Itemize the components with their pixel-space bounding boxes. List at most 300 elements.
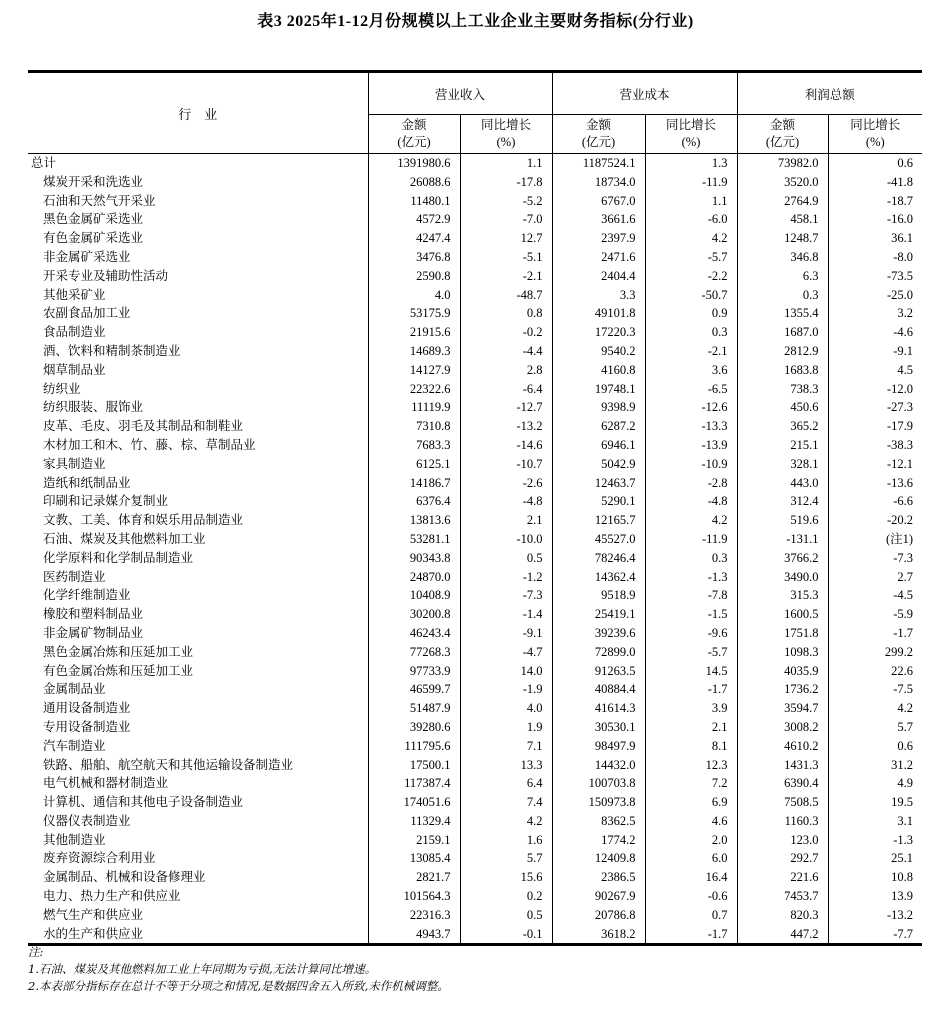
value-cell: 5290.1: [552, 492, 645, 511]
table-row: [28, 774, 922, 793]
value-cell: 447.2: [737, 925, 828, 945]
table-row: [28, 906, 922, 925]
value-cell: 11119.9: [368, 398, 460, 417]
value-cell: 3766.2: [737, 549, 828, 568]
value-cell: 4035.9: [737, 662, 828, 681]
value-cell: -4.8: [645, 492, 737, 511]
value-cell: -1.3: [828, 831, 922, 850]
value-cell: 46599.7: [368, 680, 460, 699]
value-cell: -9.6: [645, 624, 737, 643]
value-cell: 328.1: [737, 455, 828, 474]
value-cell: 3618.2: [552, 925, 645, 945]
value-cell: 5.7: [828, 718, 922, 737]
value-cell: 1.9: [460, 718, 552, 737]
value-cell: 98497.9: [552, 737, 645, 756]
table-row: [28, 831, 922, 850]
value-cell: -1.7: [828, 624, 922, 643]
subheader-line: 金额: [586, 118, 612, 132]
value-cell: -11.9: [645, 173, 737, 192]
value-cell: 1160.3: [737, 812, 828, 831]
value-cell: 3476.8: [368, 248, 460, 267]
subheader-line: (亿元): [397, 135, 431, 149]
industry-name-cell: 金属制品、机械和设备修理业: [28, 868, 368, 887]
value-cell: 49101.8: [552, 304, 645, 323]
value-cell: 6390.4: [737, 774, 828, 793]
value-cell: 12165.7: [552, 511, 645, 530]
value-cell: 4.0: [460, 699, 552, 718]
table-row: [28, 173, 922, 192]
value-cell: 3520.0: [737, 173, 828, 192]
value-cell: -2.1: [645, 342, 737, 361]
industry-name-cell: 电气机械和器材制造业: [28, 774, 368, 793]
value-cell: 2397.9: [552, 229, 645, 248]
table-row: [28, 925, 922, 945]
value-cell: -9.1: [828, 342, 922, 361]
value-cell: -0.6: [645, 887, 737, 906]
value-cell: 24870.0: [368, 568, 460, 587]
page-title: 表3 2025年1-12月份规模以上工业企业主要财务指标(分行业): [257, 13, 694, 30]
industry-name-cell: 电力、热力生产和供应业: [28, 887, 368, 906]
table-row: [28, 549, 922, 568]
value-cell: 90343.8: [368, 549, 460, 568]
industry-name-cell: 印刷和记录媒介复制业: [28, 492, 368, 511]
value-cell: 14432.0: [552, 756, 645, 775]
value-cell: 1.3: [645, 154, 737, 173]
value-cell: 1687.0: [737, 323, 828, 342]
value-cell: -4.4: [460, 342, 552, 361]
value-cell: -7.3: [460, 586, 552, 605]
value-cell: -7.3: [828, 549, 922, 568]
value-cell: -13.6: [828, 474, 922, 493]
value-cell: 7.4: [460, 793, 552, 812]
value-cell: 111795.6: [368, 737, 460, 756]
value-cell: 2.1: [460, 511, 552, 530]
value-cell: 3.1: [828, 812, 922, 831]
table-row: [28, 756, 922, 775]
subheader-line: 金额: [770, 118, 796, 132]
value-cell: -7.5: [828, 680, 922, 699]
value-cell: 73982.0: [737, 154, 828, 173]
value-cell: 36.1: [828, 229, 922, 248]
industry-name-cell: 水的生产和供应业: [28, 925, 368, 945]
value-cell: 21915.6: [368, 323, 460, 342]
industry-name-cell: 农副食品加工业: [28, 304, 368, 323]
value-cell: 14.5: [645, 662, 737, 681]
table-row: [28, 699, 922, 718]
value-cell: 25.1: [828, 849, 922, 868]
value-cell: 3490.0: [737, 568, 828, 587]
value-cell: 10408.9: [368, 586, 460, 605]
value-cell: 0.3: [645, 323, 737, 342]
table-row: [28, 812, 922, 831]
industry-name-cell: 其他制造业: [28, 831, 368, 850]
value-cell: -10.7: [460, 455, 552, 474]
industry-name-cell: 文教、工美、体育和娱乐用品制造业: [28, 511, 368, 530]
value-cell: 6.0: [645, 849, 737, 868]
value-cell: 443.0: [737, 474, 828, 493]
value-cell: -5.1: [460, 248, 552, 267]
value-cell: -73.5: [828, 267, 922, 286]
value-cell: 7.1: [460, 737, 552, 756]
column-header-revenue-amount: [368, 115, 460, 154]
value-cell: 12.3: [645, 756, 737, 775]
industry-name-cell: 家具制造业: [28, 455, 368, 474]
value-cell: 16.4: [645, 868, 737, 887]
value-cell: 11329.4: [368, 812, 460, 831]
table-row: [28, 304, 922, 323]
value-cell: 1.1: [460, 154, 552, 173]
value-cell: -0.1: [460, 925, 552, 945]
value-cell: 0.5: [460, 549, 552, 568]
table-row: [28, 680, 922, 699]
industry-name-cell: 医药制造业: [28, 568, 368, 587]
value-cell: 41614.3: [552, 699, 645, 718]
value-cell: 312.4: [737, 492, 828, 511]
value-cell: -2.8: [645, 474, 737, 493]
value-cell: 0.6: [828, 154, 922, 173]
value-cell: -41.8: [828, 173, 922, 192]
column-header-profit-growth: [828, 115, 922, 154]
industry-name-cell: 汽车制造业: [28, 737, 368, 756]
value-cell: 91263.5: [552, 662, 645, 681]
industry-name-cell: 化学纤维制造业: [28, 586, 368, 605]
value-cell: 78246.4: [552, 549, 645, 568]
value-cell: 2159.1: [368, 831, 460, 850]
value-cell: 3594.7: [737, 699, 828, 718]
table-row: [28, 286, 922, 305]
value-cell: -131.1: [737, 530, 828, 549]
value-cell: -1.2: [460, 568, 552, 587]
value-cell: 4.0: [368, 286, 460, 305]
value-cell: 22.6: [828, 662, 922, 681]
value-cell: -17.8: [460, 173, 552, 192]
value-cell: 26088.6: [368, 173, 460, 192]
table-row: [28, 154, 922, 173]
value-cell: -4.8: [460, 492, 552, 511]
value-cell: -7.7: [828, 925, 922, 945]
industry-name-cell: 仪器仪表制造业: [28, 812, 368, 831]
value-cell: 346.8: [737, 248, 828, 267]
table-row: [28, 793, 922, 812]
column-header-cost-amount: [552, 115, 645, 154]
table-row: [28, 643, 922, 662]
value-cell: -5.7: [645, 248, 737, 267]
financial-indicators-table: [28, 70, 922, 946]
table-row: [28, 436, 922, 455]
value-cell: 5042.9: [552, 455, 645, 474]
value-cell: -4.5: [828, 586, 922, 605]
value-cell: 6.9: [645, 793, 737, 812]
industry-name-cell: 纺织服装、服饰业: [28, 398, 368, 417]
value-cell: -11.9: [645, 530, 737, 549]
value-cell: 6125.1: [368, 455, 460, 474]
value-cell: -12.1: [828, 455, 922, 474]
value-cell: 2764.9: [737, 192, 828, 211]
subheader-line: 同比增长: [481, 118, 532, 132]
value-cell: 7.2: [645, 774, 737, 793]
value-cell: 1248.7: [737, 229, 828, 248]
value-cell: 4247.4: [368, 229, 460, 248]
industry-name-cell: 金属制品业: [28, 680, 368, 699]
value-cell: 77268.3: [368, 643, 460, 662]
value-cell: -25.0: [828, 286, 922, 305]
value-cell: 315.3: [737, 586, 828, 605]
value-cell: 4.2: [828, 699, 922, 718]
table-row: [28, 210, 922, 229]
industry-name-cell: 造纸和纸制品业: [28, 474, 368, 493]
value-cell: 13085.4: [368, 849, 460, 868]
value-cell: 2.8: [460, 361, 552, 380]
value-cell: 101564.3: [368, 887, 460, 906]
table-row: [28, 248, 922, 267]
table-row: [28, 624, 922, 643]
value-cell: 4.2: [645, 511, 737, 530]
value-cell: -2.1: [460, 267, 552, 286]
industry-name-cell: 有色金属矿采选业: [28, 229, 368, 248]
value-cell: 0.3: [645, 549, 737, 568]
subheader-line: (亿元): [581, 135, 616, 149]
value-cell: 14186.7: [368, 474, 460, 493]
value-cell: -5.7: [645, 643, 737, 662]
value-cell: -13.9: [645, 436, 737, 455]
value-cell: -1.4: [460, 605, 552, 624]
value-cell: -6.6: [828, 492, 922, 511]
subheader-line: 同比增长: [666, 118, 717, 132]
value-cell: -8.0: [828, 248, 922, 267]
value-cell: 4.9: [828, 774, 922, 793]
value-cell: 2.1: [645, 718, 737, 737]
table-row: [28, 323, 922, 342]
value-cell: 450.6: [737, 398, 828, 417]
value-cell: 31.2: [828, 756, 922, 775]
value-cell: 2404.4: [552, 267, 645, 286]
value-cell: 0.8: [460, 304, 552, 323]
value-cell: 2812.9: [737, 342, 828, 361]
table-row: [28, 568, 922, 587]
value-cell: 14362.4: [552, 568, 645, 587]
industry-name-cell: 烟草制品业: [28, 361, 368, 380]
value-cell: 6.4: [460, 774, 552, 793]
column-header-cost-growth: [645, 115, 737, 154]
value-cell: 12.7: [460, 229, 552, 248]
value-cell: -6.0: [645, 210, 737, 229]
value-cell: (注1): [828, 530, 922, 549]
value-cell: 18734.0: [552, 173, 645, 192]
value-cell: 458.1: [737, 210, 828, 229]
industry-name-cell: 其他采矿业: [28, 286, 368, 305]
column-group-total-profit: 利润总额: [737, 72, 922, 115]
value-cell: 2821.7: [368, 868, 460, 887]
column-header-industry: 行 业: [28, 72, 368, 154]
subheader-line: 同比增长: [850, 118, 901, 132]
value-cell: -48.7: [460, 286, 552, 305]
table-row: [28, 380, 922, 399]
industry-name-cell: 通用设备制造业: [28, 699, 368, 718]
value-cell: 7453.7: [737, 887, 828, 906]
value-cell: -6.5: [645, 380, 737, 399]
value-cell: 10.8: [828, 868, 922, 887]
value-cell: 14689.3: [368, 342, 460, 361]
value-cell: -17.9: [828, 417, 922, 436]
value-cell: 4.5: [828, 361, 922, 380]
industry-name-cell: 纺织业: [28, 380, 368, 399]
table-row: [28, 361, 922, 380]
value-cell: -12.7: [460, 398, 552, 417]
value-cell: 292.7: [737, 849, 828, 868]
table-row: [28, 455, 922, 474]
value-cell: -2.6: [460, 474, 552, 493]
column-header-profit-amount: [737, 115, 828, 154]
value-cell: 51487.9: [368, 699, 460, 718]
table-row: [28, 192, 922, 211]
industry-name-cell: 石油、煤炭及其他燃料加工业: [28, 530, 368, 549]
value-cell: 6.3: [737, 267, 828, 286]
value-cell: 13813.6: [368, 511, 460, 530]
footnote-line-2: 2.本表部分指标存在总计不等于分项之和情况,是数据四舍五入所致,未作机械调整。: [28, 979, 449, 993]
table-row: [28, 737, 922, 756]
value-cell: 2.7: [828, 568, 922, 587]
value-cell: 1431.3: [737, 756, 828, 775]
value-cell: 1391980.6: [368, 154, 460, 173]
value-cell: 1736.2: [737, 680, 828, 699]
value-cell: 4572.9: [368, 210, 460, 229]
value-cell: 3661.6: [552, 210, 645, 229]
industry-name-cell: 石油和天然气开采业: [28, 192, 368, 211]
table-row: [28, 474, 922, 493]
industry-name-cell: 煤炭开采和洗选业: [28, 173, 368, 192]
industry-name-cell: 计算机、通信和其他电子设备制造业: [28, 793, 368, 812]
industry-name-cell: 木材加工和木、竹、藤、棕、草制品业: [28, 436, 368, 455]
value-cell: 3.2: [828, 304, 922, 323]
value-cell: -13.2: [828, 906, 922, 925]
industry-name-cell: 皮革、毛皮、羽毛及其制品和制鞋业: [28, 417, 368, 436]
value-cell: 1187524.1: [552, 154, 645, 173]
value-cell: 30530.1: [552, 718, 645, 737]
value-cell: 820.3: [737, 906, 828, 925]
value-cell: -12.0: [828, 380, 922, 399]
value-cell: -5.9: [828, 605, 922, 624]
table-row: [28, 849, 922, 868]
value-cell: -10.9: [645, 455, 737, 474]
value-cell: 53281.1: [368, 530, 460, 549]
value-cell: 4943.7: [368, 925, 460, 945]
value-cell: -27.3: [828, 398, 922, 417]
value-cell: 30200.8: [368, 605, 460, 624]
value-cell: 174051.6: [368, 793, 460, 812]
value-cell: 0.2: [460, 887, 552, 906]
subheader-line: (亿元): [765, 135, 800, 149]
value-cell: -18.7: [828, 192, 922, 211]
value-cell: 299.2: [828, 643, 922, 662]
value-cell: 53175.9: [368, 304, 460, 323]
value-cell: 6287.2: [552, 417, 645, 436]
subheader-line: (%): [496, 135, 516, 149]
value-cell: 215.1: [737, 436, 828, 455]
value-cell: 12409.8: [552, 849, 645, 868]
table-row: [28, 586, 922, 605]
value-cell: -7.8: [645, 586, 737, 605]
value-cell: 100703.8: [552, 774, 645, 793]
value-cell: -1.3: [645, 568, 737, 587]
value-cell: 0.9: [645, 304, 737, 323]
value-cell: -7.0: [460, 210, 552, 229]
column-group-operating-cost: 营业成本: [552, 72, 737, 115]
value-cell: 150973.8: [552, 793, 645, 812]
value-cell: 5.7: [460, 849, 552, 868]
value-cell: 9540.2: [552, 342, 645, 361]
value-cell: 738.3: [737, 380, 828, 399]
value-cell: 20786.8: [552, 906, 645, 925]
value-cell: 13.3: [460, 756, 552, 775]
value-cell: 8.1: [645, 737, 737, 756]
value-cell: 14127.9: [368, 361, 460, 380]
table-row: [28, 718, 922, 737]
value-cell: 1600.5: [737, 605, 828, 624]
value-cell: -2.2: [645, 267, 737, 286]
value-cell: 40884.4: [552, 680, 645, 699]
value-cell: -38.3: [828, 436, 922, 455]
value-cell: 1355.4: [737, 304, 828, 323]
industry-name-cell: 酒、饮料和精制茶制造业: [28, 342, 368, 361]
industry-name-cell: 燃气生产和供应业: [28, 906, 368, 925]
value-cell: 12463.7: [552, 474, 645, 493]
value-cell: -4.6: [828, 323, 922, 342]
value-cell: 3.9: [645, 699, 737, 718]
table-row: [28, 267, 922, 286]
value-cell: 19748.1: [552, 380, 645, 399]
value-cell: 1.1: [645, 192, 737, 211]
value-cell: 1683.8: [737, 361, 828, 380]
column-group-operating-revenue: 营业收入: [368, 72, 552, 115]
value-cell: 7683.3: [368, 436, 460, 455]
table-row: [28, 398, 922, 417]
value-cell: -50.7: [645, 286, 737, 305]
industry-name-cell: 非金属矿物制品业: [28, 624, 368, 643]
value-cell: -12.6: [645, 398, 737, 417]
value-cell: 13.9: [828, 887, 922, 906]
table-row: [28, 662, 922, 681]
value-cell: 8362.5: [552, 812, 645, 831]
industry-name-cell: 铁路、船舶、航空航天和其他运输设备制造业: [28, 756, 368, 775]
table-row: [28, 511, 922, 530]
value-cell: -1.5: [645, 605, 737, 624]
table-row: [28, 229, 922, 248]
value-cell: 0.5: [460, 906, 552, 925]
value-cell: -9.1: [460, 624, 552, 643]
value-cell: 0.7: [645, 906, 737, 925]
value-cell: 123.0: [737, 831, 828, 850]
value-cell: 45527.0: [552, 530, 645, 549]
value-cell: -1.7: [645, 680, 737, 699]
value-cell: 2386.5: [552, 868, 645, 887]
value-cell: 117387.4: [368, 774, 460, 793]
value-cell: -1.9: [460, 680, 552, 699]
value-cell: 7508.5: [737, 793, 828, 812]
value-cell: 365.2: [737, 417, 828, 436]
table-body: [28, 154, 922, 945]
table-header: [28, 72, 922, 154]
industry-name-cell: 黑色金属矿采选业: [28, 210, 368, 229]
value-cell: 46243.4: [368, 624, 460, 643]
value-cell: 4160.8: [552, 361, 645, 380]
table-row: [28, 492, 922, 511]
value-cell: 1098.3: [737, 643, 828, 662]
value-cell: -1.7: [645, 925, 737, 945]
industry-name-cell: 有色金属冶炼和压延加工业: [28, 662, 368, 681]
subheader-line: (%): [865, 135, 885, 149]
value-cell: 17500.1: [368, 756, 460, 775]
value-cell: 39280.6: [368, 718, 460, 737]
